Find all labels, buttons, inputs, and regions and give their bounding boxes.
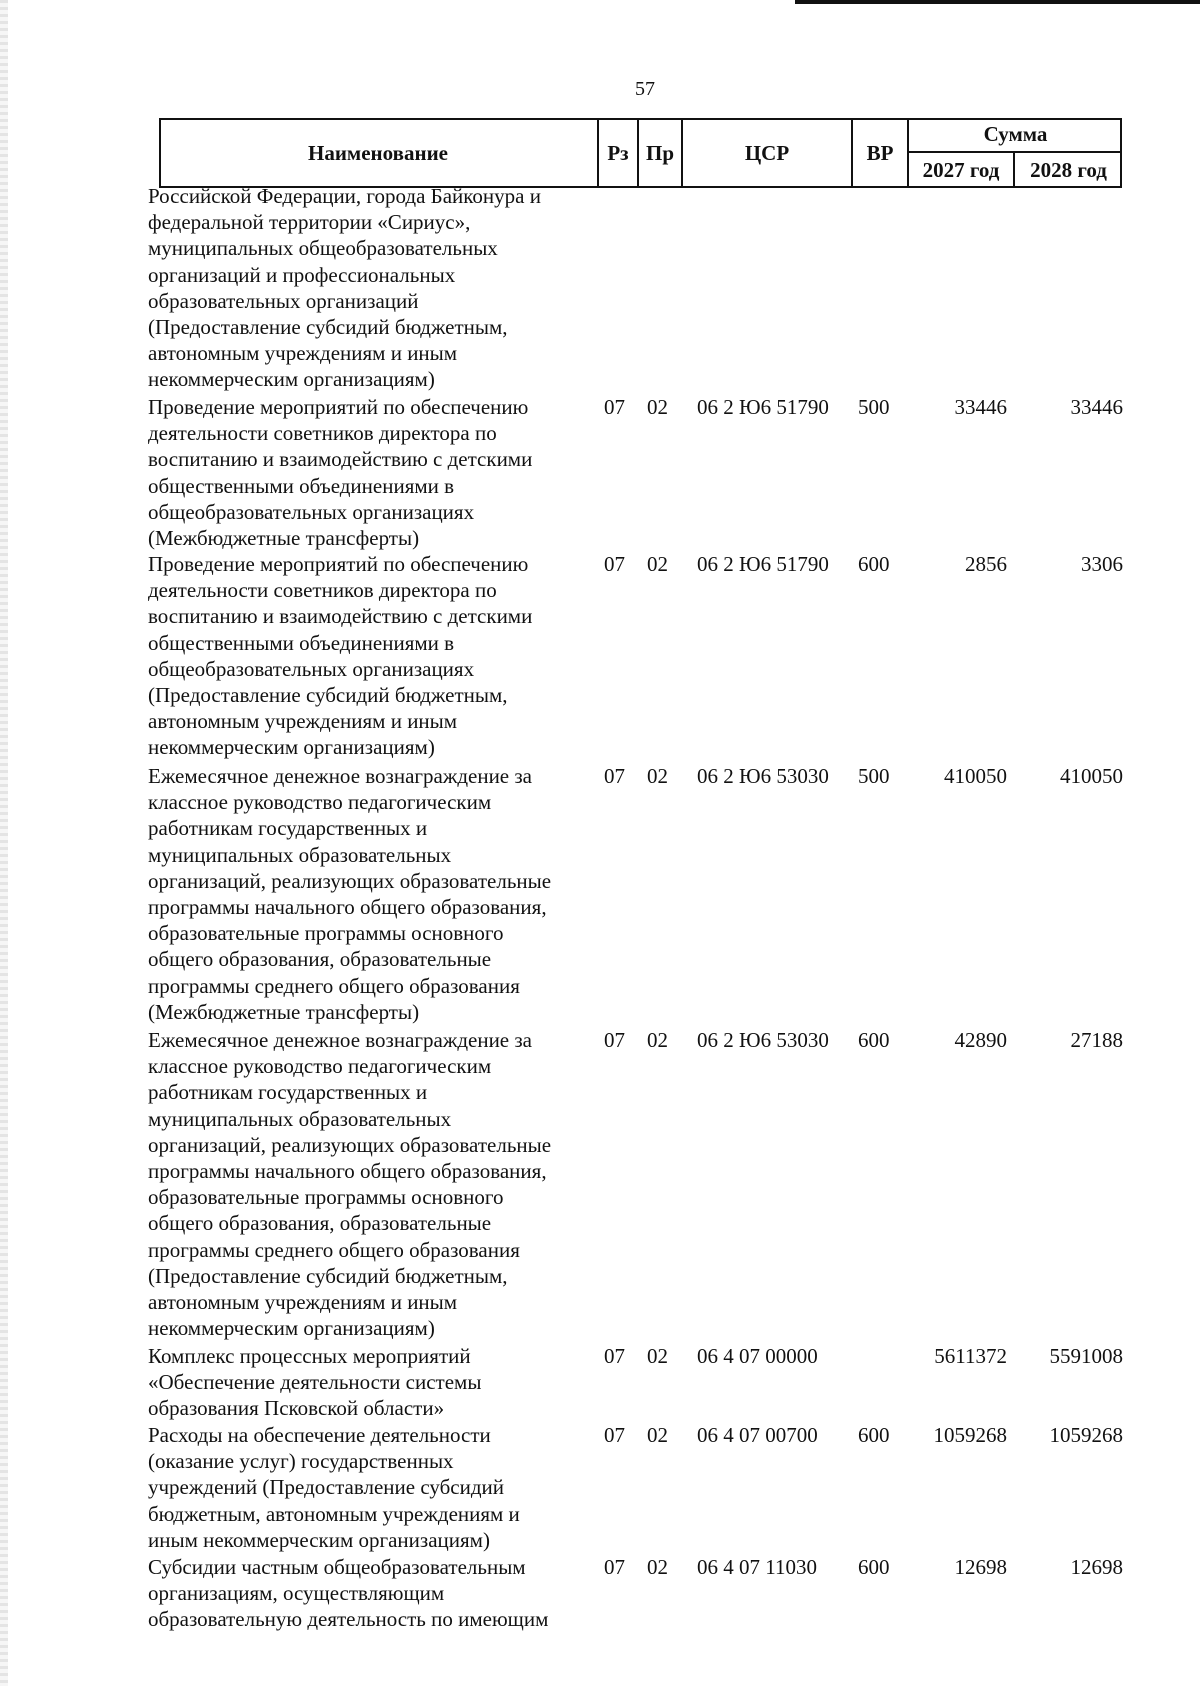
cell-rz: 07 — [604, 764, 625, 788]
row-name-line: классное руководство педагогическим — [148, 790, 492, 815]
cell-2027: 5611372 — [934, 1344, 1007, 1368]
row-name-line: общественными объединениями в — [148, 630, 455, 655]
header-pr-label: Пр — [645, 140, 674, 165]
row-name-line: некоммерческим организациям) — [148, 1316, 435, 1341]
header-rz-label: Рз — [607, 140, 629, 165]
row-name-line: автономным учреждениям и иным — [148, 1290, 458, 1315]
row-name-line: воспитанию и взаимодействию с детскими — [148, 447, 533, 472]
cell-2028: 3306 — [1081, 552, 1123, 576]
cell-2027: 12698 — [954, 1555, 1007, 1579]
row-name-line: программы среднего общего образования — [148, 973, 520, 998]
cell-csr: 06 2 Ю6 53030 — [697, 1028, 829, 1052]
header-sum — [909, 118, 1122, 153]
cell-2028: 410050 — [1060, 764, 1123, 788]
cell-csr: 06 4 07 00000 — [697, 1344, 818, 1368]
row-name-line: автономным учреждениям и иным — [148, 709, 458, 734]
row-name-line: Ежемесячное денежное вознаграждение за — [148, 764, 532, 788]
cell-csr: 06 4 07 00700 — [697, 1423, 818, 1447]
row-name-line: программы начального общего образования, — [148, 1159, 547, 1184]
scan-edge-top — [795, 0, 1200, 4]
row-name — [148, 551, 578, 761]
header-name — [159, 118, 599, 188]
cell-vr: 500 — [858, 395, 890, 419]
row-name-line: организаций, реализующих образовательные — [148, 1132, 552, 1157]
row-name-line: (Межбюджетные трансферты) — [148, 999, 420, 1024]
cell-2027: 410050 — [944, 764, 1007, 788]
row-name-line: некоммерческим организациям) — [148, 735, 435, 760]
cell-2028: 12698 — [1070, 1555, 1123, 1579]
cell-rz: 07 — [604, 395, 625, 419]
row-name-line: Проведение мероприятий по обеспечению — [148, 552, 529, 576]
row-name-line: автономным учреждениям и иным — [148, 341, 458, 366]
cell-2028: 5591008 — [1049, 1344, 1123, 1368]
cell-rz: 07 — [604, 1344, 625, 1368]
row-name-line: работникам государственных и — [148, 1080, 428, 1105]
row-name-line: организаций, реализующих образовательные — [148, 868, 552, 893]
row-name-line: общеобразовательных организациях — [148, 656, 475, 681]
row-name-line: муниципальных образовательных — [148, 1106, 452, 1131]
header-rz — [599, 118, 639, 188]
row-name-line: образовательную деятельность по имеющим — [148, 1607, 549, 1632]
cell-pr: 02 — [647, 552, 668, 576]
row-name-line: «Обеспечение деятельности системы — [148, 1370, 482, 1395]
row-name-line: (Предоставление субсидий бюджетным, — [148, 315, 508, 340]
row-name-line: классное руководство педагогическим — [148, 1054, 492, 1079]
table-header — [159, 118, 1122, 188]
header-csr-label: ЦСР — [744, 140, 790, 165]
header-year-2027 — [909, 153, 1015, 188]
cell-pr: 02 — [647, 764, 668, 788]
scan-edge — [0, 0, 8, 1686]
row-name-line: работникам государственных и — [148, 816, 428, 841]
header-name-label: Наименование — [308, 140, 448, 165]
cell-2028: 1059268 — [1049, 1423, 1123, 1447]
row-name-line: учреждений (Предоставление субсидий — [148, 1475, 505, 1500]
row-name-line: образовательные программы основного — [148, 1185, 504, 1210]
row-name-line: (оказание услуг) государственных — [148, 1449, 454, 1474]
row-name-line: Расходы на обеспечение деятельности — [148, 1423, 491, 1447]
row-name-line: программы начального общего образования, — [148, 895, 547, 920]
row-name-line: деятельности советников директора по — [148, 578, 497, 603]
row-name — [148, 1343, 578, 1422]
header-sum-label: Сумма — [983, 122, 1048, 146]
row-name — [148, 394, 578, 551]
header-year-2028 — [1015, 153, 1122, 188]
row-name-line: общественными объединениями в — [148, 473, 455, 498]
row-name-line: (Предоставление субсидий бюджетным, — [148, 1263, 508, 1288]
row-name-line: Проведение мероприятий по обеспечению — [148, 395, 529, 419]
cell-csr: 06 2 Ю6 53030 — [697, 764, 829, 788]
cell-pr: 02 — [647, 1423, 668, 1447]
cell-pr: 02 — [647, 1555, 668, 1579]
row-name — [148, 183, 578, 393]
row-name-line: Российской Федерации, города Байконура и — [148, 184, 541, 208]
header-csr — [683, 118, 853, 188]
row-name-line: Ежемесячное денежное вознаграждение за — [148, 1028, 532, 1052]
cell-csr: 06 2 Ю6 51790 — [697, 552, 829, 576]
row-name-line: общего образования, образовательные — [148, 947, 492, 972]
row-name-line: общего образования, образовательные — [148, 1211, 492, 1236]
row-name — [148, 1554, 578, 1633]
cell-vr: 600 — [858, 552, 890, 576]
row-name-line: муниципальных общеобразовательных — [148, 236, 498, 261]
page-number: 57 — [635, 78, 655, 100]
row-name — [148, 763, 578, 1025]
row-name-line: Субсидии частным общеобразовательным — [148, 1555, 526, 1579]
cell-rz: 07 — [604, 552, 625, 576]
cell-vr: 600 — [858, 1555, 890, 1579]
row-name-line: Комплекс процессных мероприятий — [148, 1344, 471, 1368]
row-name-line: федеральной территории «Сириус», — [148, 210, 471, 235]
row-name — [148, 1422, 578, 1553]
row-name — [148, 1027, 578, 1341]
row-name-line: иным некоммерческим организациям) — [148, 1527, 490, 1552]
cell-csr: 06 4 07 11030 — [697, 1555, 817, 1579]
header-year1-label: 2027 год — [922, 158, 1000, 182]
row-name-line: некоммерческим организациям) — [148, 367, 435, 392]
row-name-line: (Предоставление субсидий бюджетным, — [148, 683, 508, 708]
row-name-line: организаций и профессиональных — [148, 262, 456, 287]
header-vr — [853, 118, 909, 188]
row-name-line: образования Псковской области» — [148, 1396, 445, 1421]
cell-2027: 1059268 — [933, 1423, 1007, 1447]
cell-vr: 600 — [858, 1423, 890, 1447]
cell-csr: 06 2 Ю6 51790 — [697, 395, 829, 419]
header-pr — [639, 118, 683, 188]
row-name-line: бюджетным, автономным учреждениям и — [148, 1501, 520, 1526]
row-name-line: (Межбюджетные трансферты) — [148, 526, 420, 551]
cell-2027: 42890 — [954, 1028, 1007, 1052]
cell-2027: 33446 — [954, 395, 1007, 419]
row-name-line: деятельности советников директора по — [148, 421, 497, 446]
row-name-line: образовательные программы основного — [148, 921, 504, 946]
cell-2027: 2856 — [965, 552, 1007, 576]
row-name-line: организациям, осуществляющим — [148, 1581, 445, 1606]
row-name-line: муниципальных образовательных — [148, 842, 452, 867]
cell-pr: 02 — [647, 395, 668, 419]
cell-2028: 33446 — [1070, 395, 1123, 419]
cell-vr: 600 — [858, 1028, 890, 1052]
row-name-line: образовательных организаций — [148, 288, 419, 313]
row-name-line: общеобразовательных организациях — [148, 499, 475, 524]
cell-pr: 02 — [647, 1344, 668, 1368]
cell-rz: 07 — [604, 1028, 625, 1052]
header-vr-label: ВР — [866, 140, 894, 165]
row-name-line: программы среднего общего образования — [148, 1237, 520, 1262]
cell-rz: 07 — [604, 1555, 625, 1579]
cell-rz: 07 — [604, 1423, 625, 1447]
cell-vr: 500 — [858, 764, 890, 788]
row-name-line: воспитанию и взаимодействию с детскими — [148, 604, 533, 629]
header-year2-label: 2028 год — [1030, 158, 1107, 182]
cell-2028: 27188 — [1070, 1028, 1123, 1052]
cell-pr: 02 — [647, 1028, 668, 1052]
